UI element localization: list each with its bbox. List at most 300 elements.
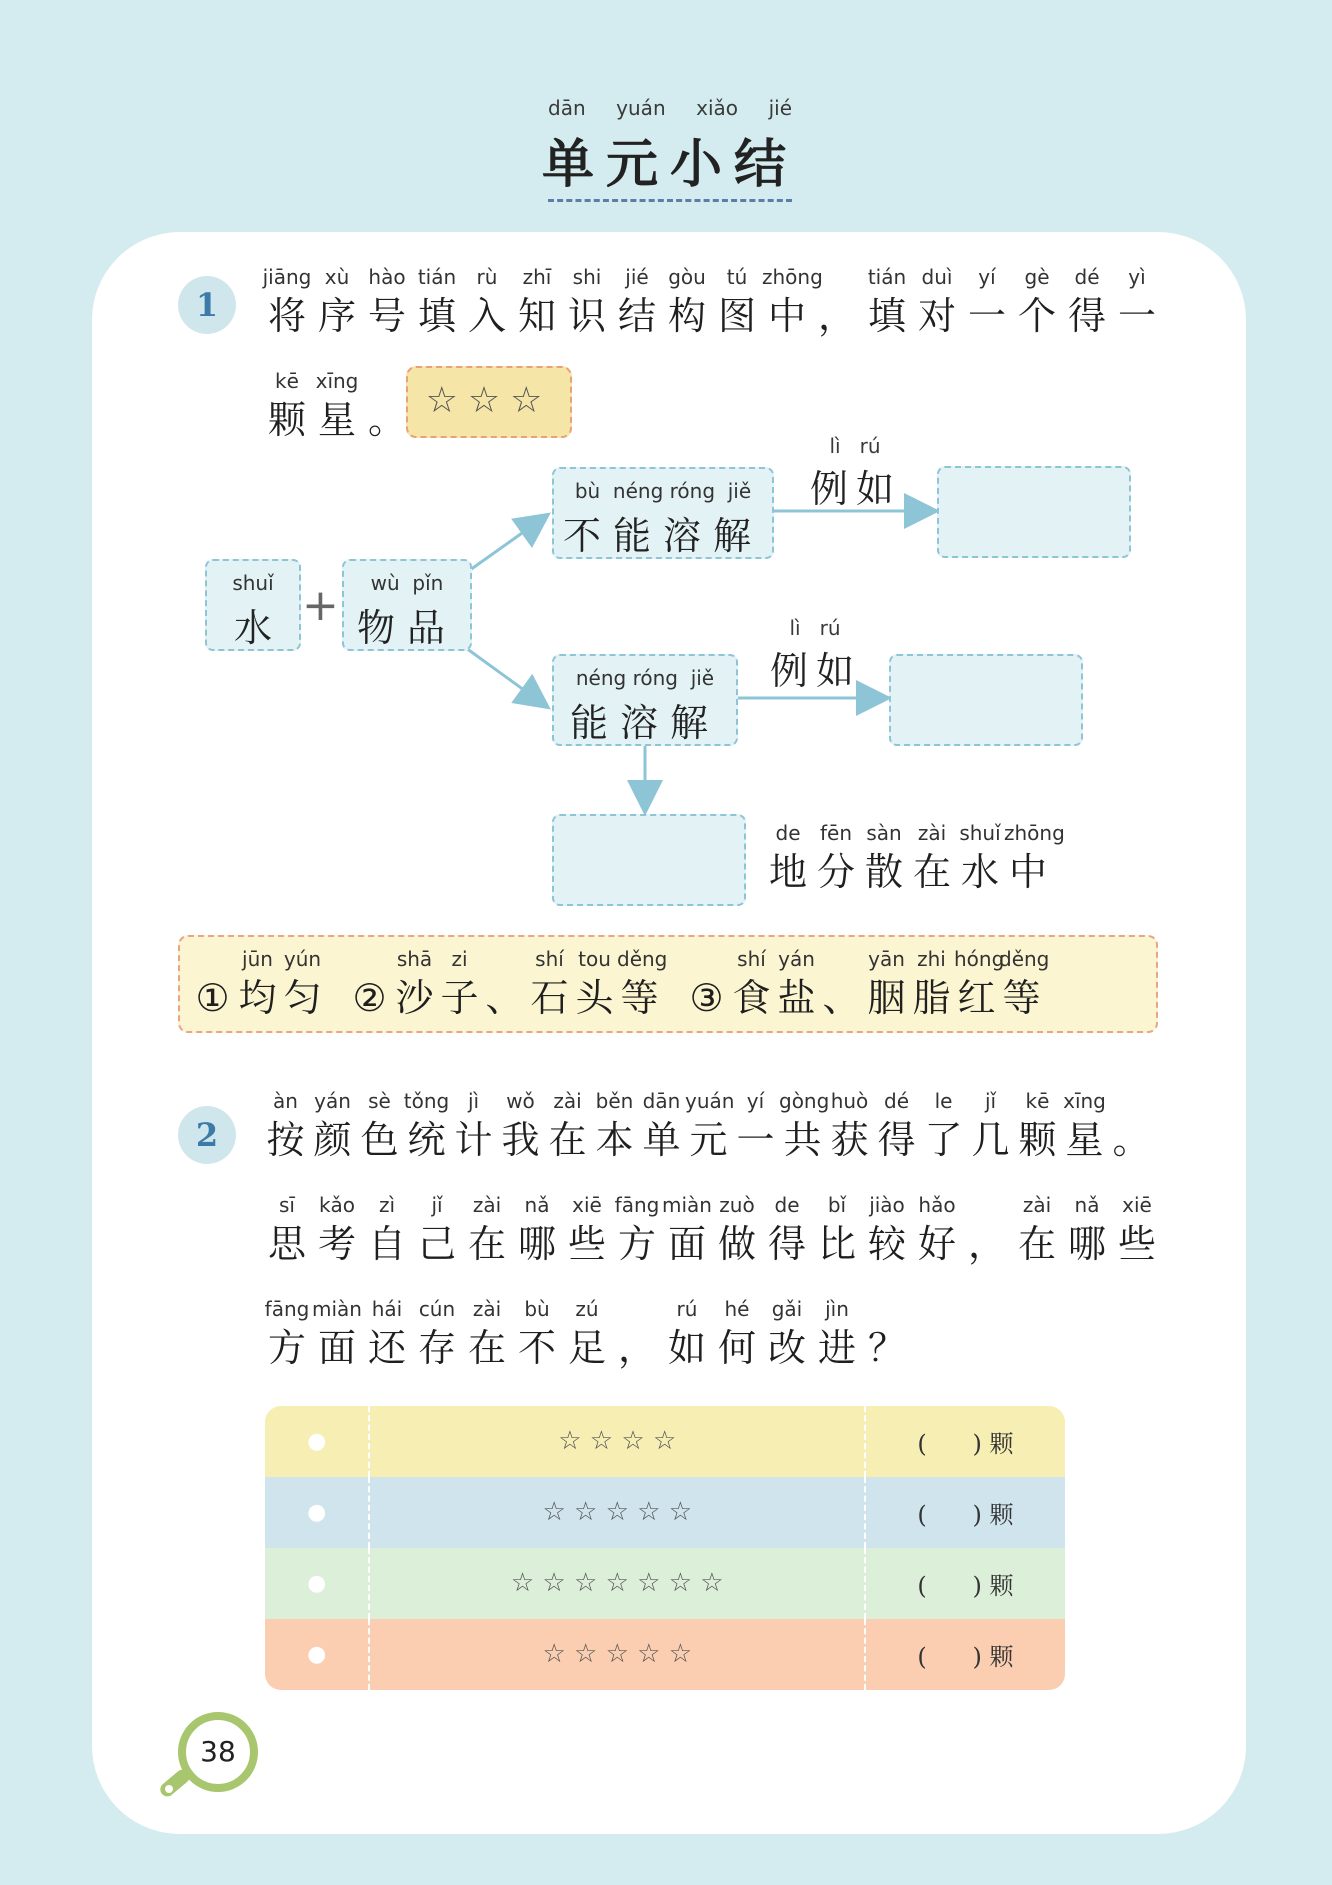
pinyin [325, 944, 347, 974]
hanzi: 单 [642, 1118, 681, 1162]
hanzi: 在 [467, 1222, 506, 1266]
ruby-char [662, 944, 684, 1022]
hanzi: 方 [267, 1326, 306, 1370]
pinyin: shā [396, 947, 433, 971]
pinyin: kǎo [318, 1193, 356, 1217]
ruby-char [864, 944, 909, 1022]
hanzi: 中 [767, 294, 806, 338]
pinyin: yán [778, 947, 815, 971]
hanzi: 颜 [313, 1118, 352, 1162]
pinyin: zhōng [1004, 821, 1065, 845]
hanzi: 足 [567, 1326, 606, 1370]
hanzi: 子 [440, 976, 479, 1020]
pinyin: xīng [1063, 1089, 1106, 1113]
title-pinyin-syllable: jié [768, 96, 792, 120]
pinyin: bù [524, 1297, 550, 1321]
hanzi: 改 [767, 1326, 806, 1370]
hanzi: 获 [830, 1118, 869, 1162]
hanzi: 入 [467, 294, 506, 338]
hanzi: 几 [971, 1118, 1010, 1162]
ruby-char [462, 1190, 512, 1268]
hanzi: 颗 [267, 398, 306, 442]
pinyin [819, 944, 864, 974]
pinyin: zú [575, 1297, 599, 1321]
pinyin: dé [1074, 265, 1100, 289]
ruby-char [1112, 1190, 1162, 1268]
ruby-char [412, 1294, 462, 1372]
hanzi: ， [817, 294, 856, 338]
ruby-char [967, 1086, 1014, 1164]
hanzi: 思 [267, 1222, 306, 1266]
magnifier-handle-dot [165, 1785, 173, 1793]
hanzi: 一 [967, 294, 1006, 338]
hanzi: 我 [501, 1118, 540, 1162]
pinyin: yān [868, 947, 905, 971]
ruby-char [482, 944, 527, 1022]
hanzi [325, 974, 347, 1022]
ruby-char [812, 818, 860, 896]
star-table-row [265, 1406, 1065, 1477]
example-label-mid [770, 616, 863, 695]
hanzi: 些 [1117, 1222, 1156, 1266]
node-soluble [552, 654, 738, 746]
pinyin: jì [467, 1089, 480, 1113]
pinyin [684, 944, 729, 974]
hanzi: 结 [617, 294, 656, 338]
ruby-char [819, 944, 864, 1022]
ruby-char [860, 818, 908, 896]
pinyin: yí [978, 265, 996, 289]
pinyin: nǎ [1074, 1193, 1100, 1217]
hanzi: 还 [367, 1326, 406, 1370]
example-top-text: 例如 [810, 467, 903, 511]
options-box [178, 935, 1158, 1033]
ruby-char [462, 1294, 512, 1372]
pinyin: sè [368, 1089, 391, 1113]
options-row [190, 944, 1050, 1022]
hanzi: 一 [736, 1118, 775, 1162]
hanzi: 将 [267, 294, 306, 338]
hanzi: 填 [417, 294, 456, 338]
hanzi: 对 [917, 294, 956, 338]
pinyin: gòu [668, 265, 706, 289]
title-text: 单元小结 [541, 135, 798, 195]
pinyin: zhi [917, 947, 946, 971]
pinyin: tǒng [403, 1089, 450, 1113]
node-insoluble-text: 不能溶解 [562, 514, 763, 558]
ruby-char [762, 1190, 812, 1268]
ruby-char [347, 944, 392, 1022]
row-count-blank[interactable]: ( ) 颗 [917, 1643, 1014, 1671]
pinyin: zi [451, 947, 468, 971]
pinyin [190, 944, 235, 974]
ruby-char [497, 1086, 544, 1164]
node-water-text: 水 [233, 606, 272, 650]
ruby-char [920, 1086, 967, 1164]
pinyin: zuò [719, 1193, 755, 1217]
pinyin: cún [418, 1297, 456, 1321]
ruby-char [262, 1294, 312, 1372]
hanzi: 均 [238, 976, 277, 1020]
hanzi: 色 [360, 1118, 399, 1162]
hanzi: 得 [877, 1118, 916, 1162]
pinyin [612, 1294, 662, 1324]
node-insoluble-pinyin: bù néng róng jiě [574, 479, 752, 503]
hanzi: 按 [266, 1118, 305, 1162]
hanzi: 比 [817, 1222, 856, 1266]
reward-stars-box: ☆☆☆ [406, 366, 572, 438]
node-item-text: 物品 [356, 606, 457, 650]
hanzi: 、 [485, 976, 524, 1020]
hanzi: 方 [617, 1222, 656, 1266]
node-soluble-text: 能溶解 [569, 701, 720, 745]
answer-box-insoluble-example[interactable] [937, 466, 1131, 558]
hanzi: 不 [517, 1326, 556, 1370]
ruby-char [862, 1190, 912, 1268]
ruby-char [954, 944, 1005, 1022]
pinyin: jiào [869, 1193, 905, 1217]
row-stars: ☆ ☆ ☆ ☆ ☆ ☆ ☆ [368, 1548, 866, 1619]
pinyin [347, 944, 392, 974]
arrow-to-soluble [466, 648, 546, 706]
ruby-char [262, 1190, 312, 1268]
row-count-blank[interactable]: ( ) 颗 [917, 1572, 1014, 1600]
hanzi: 何 [717, 1326, 756, 1370]
pinyin [962, 1190, 1012, 1220]
ruby-char [544, 1086, 591, 1164]
ruby-char [617, 944, 668, 1022]
hanzi: 红 [957, 976, 996, 1020]
hanzi: 头 [575, 976, 614, 1020]
pinyin: duì [921, 265, 953, 289]
ruby-char [190, 944, 235, 1022]
ruby-char [591, 1086, 638, 1164]
pinyin: jìn [825, 1297, 849, 1321]
answer-box-soluble-example[interactable] [889, 654, 1083, 746]
ruby-char [612, 1294, 662, 1372]
ruby-char [862, 1294, 912, 1372]
title-pinyin-syllable: dān [548, 96, 586, 120]
ruby-char [638, 1086, 685, 1164]
hanzi: 图 [717, 294, 756, 338]
node-item-pinyin: wù pǐn [370, 571, 444, 595]
hanzi: 哪 [1067, 1222, 1106, 1266]
pinyin: huò [830, 1089, 869, 1113]
ruby-char [562, 1190, 612, 1268]
pinyin: dé [884, 1089, 909, 1113]
hanzi [662, 974, 684, 1022]
hanzi: 等 [1002, 976, 1041, 1020]
hanzi: 在 [467, 1326, 506, 1370]
ruby-char [412, 1190, 462, 1268]
hanzi: 等 [620, 976, 659, 1020]
hanzi: 匀 [283, 976, 322, 1020]
pinyin: zài [472, 1193, 502, 1217]
ruby-char [762, 1294, 812, 1372]
ruby-char [812, 1294, 862, 1372]
ruby-char [1061, 1086, 1108, 1164]
pinyin: zì [378, 1193, 396, 1217]
ruby-char [912, 1190, 962, 1268]
pinyin: le [934, 1089, 953, 1113]
pinyin: fēn [819, 821, 853, 845]
pinyin: kē [1025, 1089, 1050, 1113]
hanzi: 个 [1017, 294, 1056, 338]
pinyin: děng [999, 947, 1050, 971]
pinyin: sī [279, 1193, 295, 1217]
pinyin: àn [273, 1089, 298, 1113]
ruby-char [729, 944, 774, 1022]
pinyin [662, 944, 684, 974]
pinyin: wǒ [506, 1089, 535, 1113]
hanzi: 序 [317, 294, 356, 338]
star-table-row [265, 1477, 1065, 1548]
ruby-char [764, 818, 812, 896]
node-soluble-pinyin: néng róng jiě [575, 666, 715, 690]
pinyin: běn [595, 1089, 634, 1113]
ruby-char [812, 1190, 862, 1268]
ruby-char [732, 1086, 779, 1164]
ruby-char [1108, 1086, 1155, 1164]
pinyin: yuán [685, 1089, 735, 1113]
hanzi: 存 [417, 1326, 456, 1370]
pinyin: rù [476, 265, 498, 289]
hanzi: 星 [317, 398, 356, 442]
hanzi: 、 [822, 976, 861, 1020]
ruby-char [956, 818, 1004, 896]
hanzi: 星 [1065, 1118, 1104, 1162]
hanzi: 哪 [517, 1222, 556, 1266]
ruby-char [873, 1086, 920, 1164]
hanzi: 分 [816, 850, 855, 894]
pinyin: zhōng [762, 265, 823, 289]
pinyin [482, 944, 527, 974]
row-stars: ☆ ☆ ☆ ☆ ☆ [368, 1619, 866, 1690]
hanzi: 石 [530, 976, 569, 1020]
pinyin: xiē [1122, 1193, 1152, 1217]
ruby-char [1004, 818, 1065, 896]
pinyin: děng [617, 947, 668, 971]
pinyin: jiāng [262, 265, 312, 289]
pinyin: jūn [242, 947, 273, 971]
ruby-char [779, 1086, 830, 1164]
ruby-char [235, 944, 280, 1022]
answer-box-soluble-result[interactable] [552, 814, 746, 906]
hanzi: 得 [767, 1222, 806, 1266]
pinyin: shí [737, 947, 766, 971]
hanzi: 面 [317, 1326, 356, 1370]
pinyin: hóng [954, 947, 1005, 971]
example-top-pinyin: lì rú [829, 434, 881, 458]
node-water-pinyin: shuǐ [232, 571, 274, 595]
pinyin: de [775, 821, 801, 845]
hanzi: 统 [407, 1118, 446, 1162]
ruby-char [826, 1086, 873, 1164]
hanzi: 地 [768, 850, 807, 894]
ruby-char [662, 1190, 712, 1268]
pinyin: hào [368, 265, 406, 289]
row-count-blank[interactable]: ( ) 颗 [917, 1430, 1014, 1458]
hanzi: 食 [732, 976, 771, 1020]
pinyin: shí [535, 947, 564, 971]
pinyin: shuǐ [959, 821, 1001, 845]
question-2-line-3 [262, 1294, 912, 1372]
ruby-char [774, 944, 819, 1022]
ruby-char [712, 1190, 762, 1268]
pinyin: fāng [614, 1193, 660, 1217]
pinyin: zài [472, 1297, 502, 1321]
hanzi: 做 [717, 1222, 756, 1266]
example-mid-pinyin: lì rú [789, 616, 841, 640]
pinyin: zài [553, 1089, 582, 1113]
ruby-char [280, 944, 325, 1022]
pinyin: kē [275, 369, 299, 393]
ruby-char [1012, 1190, 1062, 1268]
pinyin: fāng [264, 1297, 310, 1321]
disperse-text [764, 818, 1065, 896]
pinyin: hái [371, 1297, 403, 1321]
hanzi: 。 [1112, 1118, 1151, 1162]
star-count-table [265, 1406, 1065, 1690]
pinyin: jǐ [984, 1089, 997, 1113]
pinyin: tián [867, 265, 907, 289]
question-2-number: 2 [178, 1106, 236, 1164]
arrow-to-insoluble [470, 516, 546, 570]
pinyin: gòng [779, 1089, 830, 1113]
hanzi: ② [352, 976, 387, 1020]
pinyin [862, 1294, 912, 1324]
ruby-char [392, 944, 437, 1022]
node-insoluble [552, 467, 774, 559]
example-label-top [810, 434, 903, 513]
ruby-char [403, 1086, 450, 1164]
hanzi: 进 [817, 1326, 856, 1370]
row-dot: ● [307, 1500, 327, 1525]
pinyin: gǎi [771, 1297, 803, 1321]
hanzi: 好 [917, 1222, 956, 1266]
hanzi: 一 [1117, 294, 1156, 338]
hanzi: 脂 [912, 976, 951, 1020]
ruby-char [325, 944, 347, 1022]
hanzi: 水 [960, 850, 999, 894]
pinyin: zài [917, 821, 947, 845]
pinyin: yán [314, 1089, 351, 1113]
ruby-char [685, 1086, 735, 1164]
pinyin: gè [1024, 265, 1050, 289]
ruby-char [362, 1294, 412, 1372]
hanzi: 号 [367, 294, 406, 338]
hanzi: 计 [454, 1118, 493, 1162]
node-water [205, 559, 301, 651]
ruby-char [612, 1190, 662, 1268]
pinyin: xiē [572, 1193, 602, 1217]
row-count-blank[interactable]: ( ) 颗 [917, 1501, 1014, 1529]
hanzi: 了 [924, 1118, 963, 1162]
hanzi: 胭 [867, 976, 906, 1020]
ruby-char [450, 1086, 497, 1164]
hanzi: ， [617, 1326, 656, 1370]
title-pinyin-syllable: xiǎo [696, 96, 739, 120]
node-item [342, 559, 472, 651]
ruby-char [309, 1086, 356, 1164]
pinyin: de [774, 1193, 800, 1217]
hanzi: 中 [1008, 850, 1047, 894]
pinyin [1108, 1086, 1155, 1116]
pinyin: miàn [662, 1193, 712, 1217]
row-stars: ☆ ☆ ☆ ☆ [368, 1406, 866, 1477]
hanzi: 识 [567, 294, 606, 338]
question-1-number: 1 [178, 276, 236, 334]
hanzi: 些 [567, 1222, 606, 1266]
hanzi: 得 [1067, 294, 1106, 338]
pinyin: yún [283, 947, 322, 971]
pinyin: zhī [522, 265, 552, 289]
ruby-char [356, 1086, 403, 1164]
pinyin: tú [726, 265, 748, 289]
example-mid-text: 例如 [770, 649, 863, 693]
pinyin: sàn [866, 821, 902, 845]
hanzi: 己 [417, 1222, 456, 1266]
ruby-char [512, 1294, 562, 1372]
ruby-char [362, 1190, 412, 1268]
ruby-char [527, 944, 572, 1022]
hanzi: 在 [912, 850, 951, 894]
ruby-char [999, 944, 1050, 1022]
pinyin: xù [324, 265, 350, 289]
title-pinyin-syllable: yuán [616, 96, 666, 120]
ruby-char [262, 1086, 309, 1164]
row-dot: ● [307, 1429, 327, 1454]
ruby-char [712, 1294, 762, 1372]
pinyin: hǎo [918, 1193, 956, 1217]
ruby-char [1014, 1086, 1061, 1164]
hanzi: 元 [689, 1118, 728, 1162]
pinyin: nǎ [524, 1193, 550, 1217]
pinyin: jié [625, 265, 649, 289]
row-stars: ☆ ☆ ☆ ☆ ☆ [368, 1477, 866, 1548]
hanzi: 考 [317, 1222, 356, 1266]
hanzi: 在 [548, 1118, 587, 1162]
star-table-row [265, 1548, 1065, 1619]
question-2-line-2 [262, 1190, 1162, 1268]
ruby-char [562, 1294, 612, 1372]
hanzi: 知 [517, 294, 556, 338]
pinyin: bǐ [827, 1193, 847, 1217]
pinyin: miàn [312, 1297, 362, 1321]
hanzi: ① [195, 976, 230, 1020]
hanzi: 构 [667, 294, 706, 338]
hanzi: 共 [783, 1118, 822, 1162]
hanzi: 在 [1017, 1222, 1056, 1266]
pinyin: rú [676, 1297, 698, 1321]
hanzi: 自 [367, 1222, 406, 1266]
hanzi: 颗 [1018, 1118, 1057, 1162]
pinyin: tou [578, 947, 611, 971]
ruby-char [572, 944, 617, 1022]
pinyin: zài [1022, 1193, 1052, 1217]
pinyin: xīng [315, 369, 359, 393]
ruby-char [908, 818, 956, 896]
ruby-char [684, 944, 729, 1022]
pinyin: yì [1128, 265, 1146, 289]
hanzi: 盐 [777, 976, 816, 1020]
hanzi: ？ [867, 1326, 906, 1370]
row-dot: ● [307, 1571, 327, 1596]
ruby-char [512, 1190, 562, 1268]
plus-sign: + [302, 580, 339, 631]
pinyin: jǐ [431, 1193, 443, 1217]
star-table-row [265, 1619, 1065, 1690]
